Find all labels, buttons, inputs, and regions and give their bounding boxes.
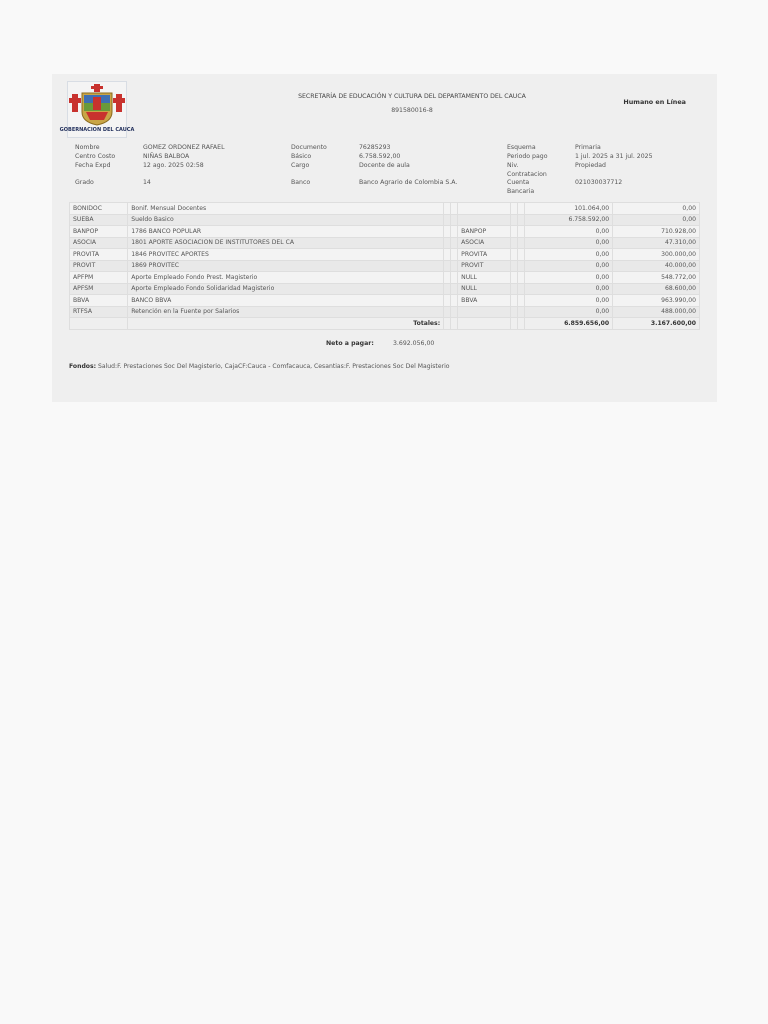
neto-label: Neto a pagar: xyxy=(326,340,374,347)
row-entity xyxy=(458,214,511,226)
value-niv-contratacion: Propiedad xyxy=(575,162,606,169)
spacer-cell xyxy=(518,249,525,261)
row-devengado: 101.064,00 xyxy=(525,203,613,215)
row-devengado: 0,00 xyxy=(525,249,613,261)
spacer-cell xyxy=(511,272,518,284)
label-documento: Documento xyxy=(291,144,327,151)
spacer-cell xyxy=(511,214,518,226)
spacer-cell xyxy=(511,249,518,261)
spacer-cell xyxy=(511,295,518,307)
row-entity: PROVITA xyxy=(458,249,511,261)
row-deduccion: 548.772,00 xyxy=(613,272,700,284)
table-row xyxy=(70,272,700,284)
row-deduccion: 300.000,00 xyxy=(613,249,700,261)
row-description: Bonif. Mensual Docentes xyxy=(128,203,444,215)
spacer-cell xyxy=(451,260,458,272)
totals-deducciones: 3.167.600,00 xyxy=(613,318,700,330)
row-code: PROVITA xyxy=(70,249,128,261)
value-fecha-expd: 12 ago. 2025 02:58 xyxy=(143,162,204,169)
spacer-cell xyxy=(444,260,451,272)
spacer-cell xyxy=(518,203,525,215)
row-entity: BANPOP xyxy=(458,226,511,238)
value-documento: 76285293 xyxy=(359,144,391,151)
row-description: BANCO BBVA xyxy=(128,295,444,307)
spacer-cell xyxy=(444,295,451,307)
totals-row xyxy=(70,318,700,330)
value-grado: 14 xyxy=(143,179,151,186)
payslip-card xyxy=(52,74,717,402)
spacer-cell xyxy=(451,295,458,307)
spacer-cell xyxy=(444,306,451,318)
row-deduccion: 68.600,00 xyxy=(613,283,700,295)
spacer-cell xyxy=(451,283,458,295)
row-deduccion: 40.000,00 xyxy=(613,260,700,272)
logo-text: GOBERNACION DEL CAUCA xyxy=(59,127,135,133)
row-code: APFSM xyxy=(70,283,128,295)
row-description: Retención en la Fuente por Salarios xyxy=(128,306,444,318)
row-devengado: 6.758.592,00 xyxy=(525,214,613,226)
spacer-cell xyxy=(511,226,518,238)
spacer-cell xyxy=(444,214,451,226)
spacer-cell xyxy=(511,203,518,215)
label-banco: Banco xyxy=(291,179,311,186)
fondos-text: Salud:F. Prestaciones Soc Del Magisterio, CajaCF:Cauca - Comfacauca, Cesantias:F. Prestaciones Soc Del Magisterio xyxy=(98,363,450,370)
label-centro-costo: Centro Costo xyxy=(75,153,116,160)
spacer-cell xyxy=(518,237,525,249)
spacer-cell xyxy=(444,203,451,215)
label-basico: Básico xyxy=(291,153,312,160)
row-devengado: 0,00 xyxy=(525,272,613,284)
value-cargo: Docente de aula xyxy=(359,162,410,169)
spacer-cell xyxy=(451,214,458,226)
totals-devengados: 6.859.656,00 xyxy=(525,318,613,330)
row-entity xyxy=(458,306,511,318)
table-row xyxy=(70,226,700,238)
row-description: 1869 PROVITEC xyxy=(128,260,444,272)
row-devengado: 0,00 xyxy=(525,283,613,295)
label-cuenta: Cuenta xyxy=(507,179,530,186)
row-deduccion: 710.928,00 xyxy=(613,226,700,238)
row-code: BBVA xyxy=(70,295,128,307)
table-row xyxy=(70,306,700,318)
row-deduccion: 47.310,00 xyxy=(613,237,700,249)
label-fecha-expd: Fecha Expd xyxy=(75,162,111,169)
spacer-cell xyxy=(518,283,525,295)
spacer-cell xyxy=(451,226,458,238)
row-devengado: 0,00 xyxy=(525,237,613,249)
table-row xyxy=(70,249,700,261)
header-right-label: Humano en Línea xyxy=(623,98,686,106)
spacer-cell xyxy=(518,272,525,284)
spacer-cell xyxy=(451,237,458,249)
spacer-cell xyxy=(518,295,525,307)
value-nombre: GOMEZ ORDONEZ RAFAEL xyxy=(143,144,225,151)
row-entity: ASOCIA xyxy=(458,237,511,249)
row-code: SUEBA xyxy=(70,214,128,226)
spacer-cell xyxy=(451,272,458,284)
neto-value: 3.692.056,00 xyxy=(393,340,435,347)
row-code: RTFSA xyxy=(70,306,128,318)
spacer-cell xyxy=(511,260,518,272)
row-entity: PROVIT xyxy=(458,260,511,272)
table-row xyxy=(70,214,700,226)
label-cargo: Cargo xyxy=(291,162,310,169)
fondos-label: Fondos: xyxy=(69,363,97,370)
row-description: 1786 BANCO POPULAR xyxy=(128,226,444,238)
label-grado: Grado xyxy=(75,179,94,186)
header-nit: 891580016-8 xyxy=(391,107,433,114)
value-banco: Banco Agrario de Colombia S.A. xyxy=(359,179,458,186)
spacer-cell xyxy=(451,203,458,215)
spacer-cell xyxy=(451,249,458,261)
spacer-cell xyxy=(444,226,451,238)
value-periodo-pago: 1 jul. 2025 a 31 jul. 2025 xyxy=(575,153,653,160)
value-esquema: Primaria xyxy=(575,144,601,151)
row-devengado: 0,00 xyxy=(525,295,613,307)
row-deduccion: 963.990,00 xyxy=(613,295,700,307)
payroll-table xyxy=(69,202,700,330)
row-devengado: 0,00 xyxy=(525,260,613,272)
label-nombre: Nombre xyxy=(75,144,100,151)
label-contratacion: Contratacion xyxy=(507,171,547,178)
row-devengado: 0,00 xyxy=(525,306,613,318)
row-entity: BBVA xyxy=(458,295,511,307)
row-deduccion: 0,00 xyxy=(613,203,700,215)
spacer-cell xyxy=(444,283,451,295)
row-description: 1801 APORTE ASOCIACION DE INSTITUTORES DEL CA xyxy=(128,237,444,249)
table-row xyxy=(70,237,700,249)
label-bancaria: Bancaria xyxy=(507,188,535,195)
row-deduccion: 0,00 xyxy=(613,214,700,226)
label-periodo-pago: Periodo pago xyxy=(507,153,548,160)
spacer-cell xyxy=(518,214,525,226)
table-row xyxy=(70,283,700,295)
label-esquema: Esquema xyxy=(507,144,536,151)
row-code: BONIDOC xyxy=(70,203,128,215)
value-cuenta-bancaria: 021030037712 xyxy=(575,179,623,186)
spacer-cell xyxy=(511,237,518,249)
row-entity: NULL xyxy=(458,272,511,284)
label-niv: Niv. xyxy=(507,162,519,169)
spacer-cell xyxy=(444,249,451,261)
spacer-cell xyxy=(444,272,451,284)
gobernacion-logo xyxy=(59,81,135,138)
row-description: Aporte Empleado Fondo Prest. Magisterio xyxy=(128,272,444,284)
row-code: PROVIT xyxy=(70,260,128,272)
spacer-cell xyxy=(518,260,525,272)
header-title: SECRETARÍA DE EDUCACIÓN Y CULTURA DEL DEPARTAMENTO DEL CAUCA xyxy=(298,93,526,100)
row-code: APFPM xyxy=(70,272,128,284)
row-deduccion: 488.000,00 xyxy=(613,306,700,318)
row-code: ASOCIA xyxy=(70,237,128,249)
row-description: Aporte Empleado Fondo Solidaridad Magisterio xyxy=(128,283,444,295)
spacer-cell xyxy=(518,226,525,238)
table-row xyxy=(70,260,700,272)
row-devengado: 0,00 xyxy=(525,226,613,238)
spacer-cell xyxy=(444,237,451,249)
row-description: Sueldo Basico xyxy=(128,214,444,226)
spacer-cell xyxy=(511,306,518,318)
totals-label: Totales: xyxy=(128,318,444,330)
spacer-cell xyxy=(518,306,525,318)
row-entity xyxy=(458,203,511,215)
table-row xyxy=(70,295,700,307)
value-centro-costo: NIÑAS BALBOA xyxy=(143,153,190,160)
row-description: 1846 PROVITEC APORTES xyxy=(128,249,444,261)
table-row xyxy=(70,203,700,215)
spacer-cell xyxy=(451,306,458,318)
row-entity: NULL xyxy=(458,283,511,295)
spacer-cell xyxy=(511,283,518,295)
value-basico: 6.758.592,00 xyxy=(359,153,401,160)
row-code: BANPOP xyxy=(70,226,128,238)
fondos-line xyxy=(69,363,450,370)
